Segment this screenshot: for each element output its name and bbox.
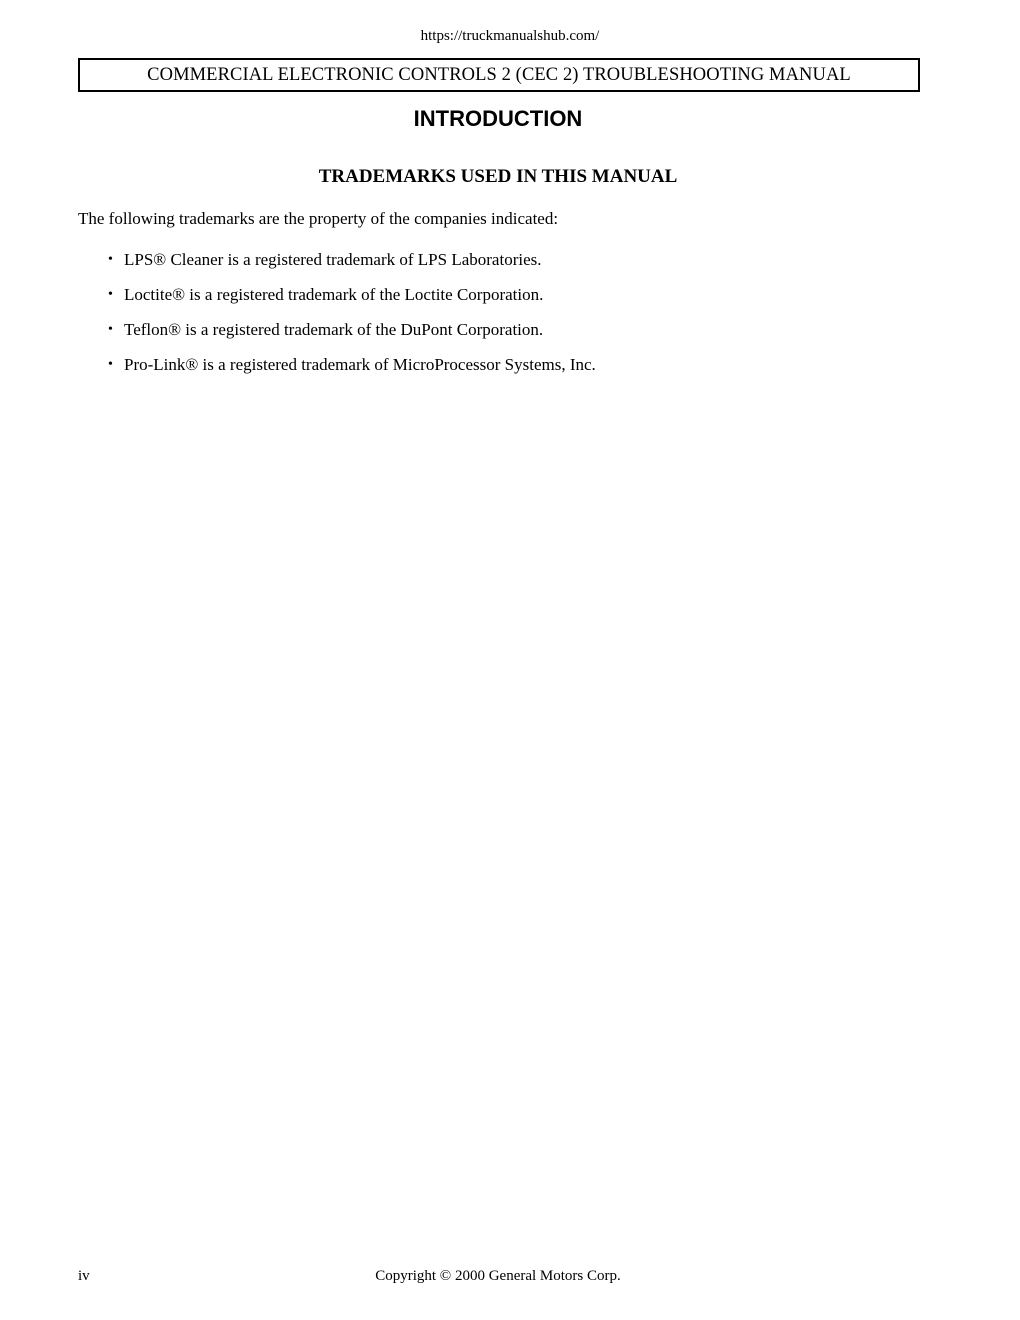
manual-title-box (78, 58, 920, 92)
bullet-icon: • (108, 357, 113, 372)
list-item (108, 284, 596, 319)
list-item (108, 319, 596, 354)
trademark-text: Pro-Link® is a registered trademark of MicroProcessor Systems, Inc. (124, 355, 596, 374)
trademark-text: Teflon® is a registered trademark of the DuPont Corporation. (124, 320, 544, 339)
page-number: iv (78, 1268, 90, 1284)
subsection-title: TRADEMARKS USED IN THIS MANUAL (318, 166, 678, 187)
list-item (108, 249, 596, 284)
list-item (108, 354, 596, 389)
intro-paragraph: The following trademarks are the property of the companies indicated: (78, 209, 559, 228)
trademark-text: Loctite® is a registered trademark of the Loctite Corporation. (124, 285, 544, 304)
copyright-notice: Copyright © 2000 General Motors Corp. (375, 1268, 621, 1284)
source-url: https://truckmanualshub.com/ (420, 28, 600, 44)
section-title: INTRODUCTION (413, 106, 583, 131)
manual-title: COMMERCIAL ELECTRONIC CONTROLS 2 (CEC 2) TROUBLESHOOTING MANUAL (147, 64, 851, 85)
bullet-icon: • (108, 252, 113, 267)
trademark-text: LPS® Cleaner is a registered trademark of LPS Laboratories. (124, 250, 542, 269)
bullet-icon: • (108, 322, 113, 337)
trademark-list (108, 249, 596, 389)
bullet-icon: • (108, 287, 113, 302)
